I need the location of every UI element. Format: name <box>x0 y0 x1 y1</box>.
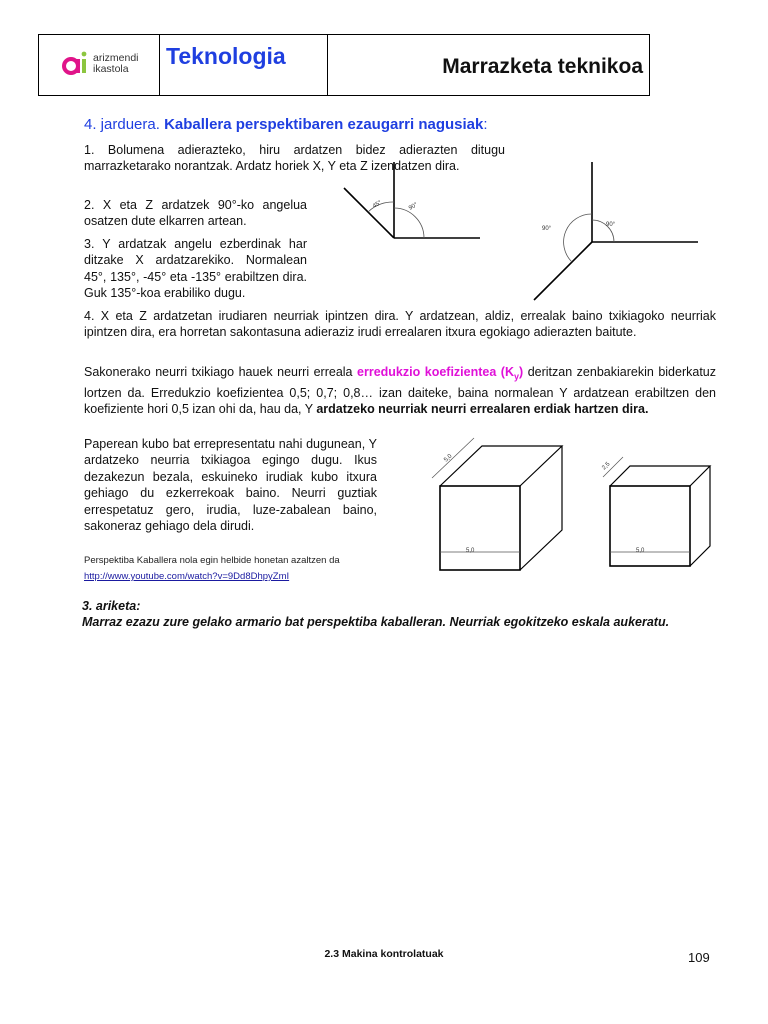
logo-text <box>93 53 139 75</box>
item-1: 1. Bolumena adierazteko, hiru ardatzen bidez adierazten ditugu marrazketarako norantzak. Ardatz horiek X, Y eta Z izendatzen dira. <box>84 143 505 174</box>
coef-highlight-end: ) <box>519 365 524 379</box>
logo-line1: arizmendi <box>93 52 139 64</box>
page-number: 109 <box>688 950 710 965</box>
cube2-width-label: 5,0 <box>636 548 645 554</box>
axes-right <box>534 162 698 300</box>
video-note: Perspektiba Kaballera nola egin helbide honetan azaltzen da <box>84 555 340 566</box>
school-logo <box>61 50 139 78</box>
coef-part2: deritzan zenbakiarekin biderkatuz lortzen da. Erredukzio koefizientea 0,5; 0,7; 0,8… izan daiteke, baina normalean Y ardatzean erabiltzen den koefiziente hori 0,5 izan ohi da, hau da, Y <box>84 365 716 417</box>
cube-full-depth <box>432 438 562 570</box>
coef-highlight-text: erredukzio koefizientea (K <box>357 365 515 379</box>
coef-part1: Sakonerako neurri txikiago hauek neurri erreala <box>84 365 358 379</box>
label-45: 45° <box>372 199 383 210</box>
coef-highlight <box>357 365 524 382</box>
item-4 <box>84 308 716 341</box>
cube-diagrams <box>420 430 710 560</box>
activity-suffix: : <box>483 116 488 133</box>
activity-title <box>84 116 488 133</box>
activity-name: Kaballera perspektibaren ezaugarri nagusiak <box>164 116 484 133</box>
topic-cell <box>328 35 649 95</box>
logo-line2: ikastola <box>93 63 129 75</box>
exercise-title: 3. ariketa: <box>82 599 141 613</box>
axes-diagram <box>330 160 720 300</box>
exercise-body: Marraz ezazu zure gelako armario bat perspektiba kaballeran. Neurriak egokitzeko eskala aukeratu. <box>82 615 670 629</box>
cube1-depth-label: 5,0 <box>443 453 454 464</box>
subject-title: Teknologia <box>166 43 286 69</box>
label-90-right-a: 90° <box>542 226 552 232</box>
video-link[interactable]: http://www.youtube.com/watch?v=9Dd8DhpyZmI <box>84 571 290 582</box>
axes-left <box>344 162 480 238</box>
item-2: 2. X eta Z ardatzek 90°-ko angelua osatzen dute elkarren artean. <box>84 198 307 229</box>
coef-bold-end: ardatzeko neurriak neurri errealaren erdiak hartzen dira. <box>316 402 649 417</box>
cube-half-depth <box>601 457 710 566</box>
subject-cell <box>160 35 328 95</box>
ai-logo-icon <box>61 50 89 78</box>
cube2-depth-label: 2,5 <box>601 461 612 472</box>
coef-sub: y <box>514 371 520 382</box>
label-90-left: 90° <box>408 201 419 212</box>
coefficient-paragraph <box>84 364 716 418</box>
logo-cell <box>39 35 160 95</box>
item-3: 3. Y ardatzak angelu ezberdinak har ditzake X ardatzarekiko. Normalean 45°, 135°, -45° eta -135° erabiltzen dira. Guk 135°-koa erabiliko dugu. <box>84 237 307 301</box>
activity-prefix: 4. jarduera. <box>84 116 160 133</box>
page-header <box>38 34 650 96</box>
topic-title: Marrazketa teknikoa <box>442 55 643 78</box>
item-4-text: 4. X eta Z ardatzetan irudiaren neurriak ipintzen dira. Y ardatzean, aldiz, errealak baino txikiagoko neurriak ipintzen dira, era horretan sakontasuna adieraziz irudi errealaren itxura egokiago adierazten baitute. <box>84 309 716 340</box>
footer-section: 2.3 Makina kontrolatuak <box>324 948 444 960</box>
label-90-right-b: 90° <box>606 222 616 228</box>
cube-paragraph: Paperean kubo bat errepresentatu nahi dugunean, Y ardatzeko neurria txikiagoa egingo dugu. Ikus dezakezun bezala, eskuineko irudiak kubo itxura gehiago du ezkerrekoak baino. Neurri guztiak errespetatuz gero, irudia, luze-zabalean baino, sakoneraz gehiago dela dirudi. <box>84 437 377 534</box>
cube1-width-label: 5,0 <box>466 548 475 554</box>
